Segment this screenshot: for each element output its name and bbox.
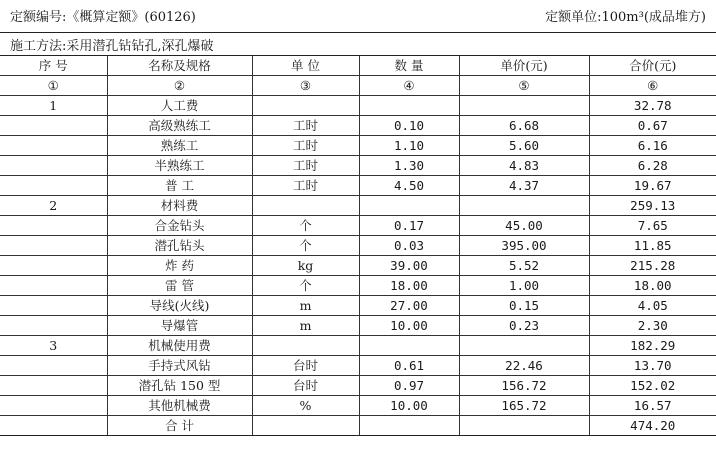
item-unit-price: 1.00 — [459, 276, 589, 296]
table-row — [0, 236, 716, 256]
item-total: 11.85 — [589, 236, 716, 256]
table-row — [0, 296, 716, 316]
item-name: 高级熟练工 — [107, 116, 252, 136]
quota-unit: 定额单位:100m³(成品堆方) — [545, 9, 706, 25]
item-unit-price: 5.52 — [459, 256, 589, 276]
item-name: 潜孔钻 150 型 — [107, 376, 252, 396]
item-total: 6.28 — [589, 156, 716, 176]
item-total: 215.28 — [589, 256, 716, 276]
item-total: 2.30 — [589, 316, 716, 336]
item-name: 机械使用费 — [107, 336, 252, 356]
item-total: 0.67 — [589, 116, 716, 136]
column-number: ⑤ — [459, 76, 589, 96]
item-unit: m — [252, 296, 359, 316]
item-quantity: 1.10 — [359, 136, 459, 156]
item-quantity: 0.17 — [359, 216, 459, 236]
item-unit-price: 395.00 — [459, 236, 589, 256]
row-number — [0, 216, 107, 236]
item-unit: m — [252, 316, 359, 336]
item-quantity: 4.50 — [359, 176, 459, 196]
table-row — [0, 196, 716, 216]
item-unit: % — [252, 396, 359, 416]
row-number — [0, 416, 107, 436]
column-header: 合价(元) — [589, 56, 716, 76]
item-unit-price: 4.83 — [459, 156, 589, 176]
item-unit-price: 22.46 — [459, 356, 589, 376]
item-name: 半熟练工 — [107, 156, 252, 176]
row-number — [0, 316, 107, 336]
item-unit-price — [459, 196, 589, 216]
item-quantity: 0.10 — [359, 116, 459, 136]
item-name: 手持式风钻 — [107, 356, 252, 376]
item-name: 普 工 — [107, 176, 252, 196]
item-unit: kg — [252, 256, 359, 276]
item-quantity: 10.00 — [359, 316, 459, 336]
item-total: 152.02 — [589, 376, 716, 396]
table-row — [0, 136, 716, 156]
row-number: 3 — [0, 336, 107, 356]
row-number — [0, 396, 107, 416]
item-unit: 工时 — [252, 116, 359, 136]
item-unit-price: 165.72 — [459, 396, 589, 416]
row-number — [0, 256, 107, 276]
item-unit: 台时 — [252, 376, 359, 396]
row-number — [0, 376, 107, 396]
item-unit-price: 5.60 — [459, 136, 589, 156]
item-unit-price: 0.23 — [459, 316, 589, 336]
item-unit — [252, 416, 359, 436]
item-total: 7.65 — [589, 216, 716, 236]
column-header: 单 位 — [252, 56, 359, 76]
item-unit — [252, 196, 359, 216]
table-row — [0, 356, 716, 376]
table-row — [0, 396, 716, 416]
column-header: 名称及规格 — [107, 56, 252, 76]
item-unit-price: 6.68 — [459, 116, 589, 136]
item-quantity: 0.61 — [359, 356, 459, 376]
item-unit — [252, 96, 359, 116]
item-quantity — [359, 96, 459, 116]
row-number — [0, 116, 107, 136]
quota-code: 定额编号:《概算定额》(60126) — [10, 9, 196, 25]
quota-table — [0, 55, 716, 436]
item-unit: 个 — [252, 236, 359, 256]
row-number — [0, 236, 107, 256]
item-quantity — [359, 416, 459, 436]
item-name: 其他机械费 — [107, 396, 252, 416]
item-total: 4.05 — [589, 296, 716, 316]
row-number — [0, 356, 107, 376]
table-row — [0, 336, 716, 356]
row-number — [0, 156, 107, 176]
row-number — [0, 296, 107, 316]
column-number: ③ — [252, 76, 359, 96]
item-total: 259.13 — [589, 196, 716, 216]
table-row — [0, 96, 716, 116]
item-unit-price — [459, 96, 589, 116]
table-row — [0, 116, 716, 136]
item-total: 474.20 — [589, 416, 716, 436]
table-row — [0, 276, 716, 296]
item-unit: 个 — [252, 216, 359, 236]
item-name: 合 计 — [107, 416, 252, 436]
column-number: ④ — [359, 76, 459, 96]
table-row — [0, 156, 716, 176]
column-number: ⑥ — [589, 76, 716, 96]
row-number: 1 — [0, 96, 107, 116]
item-name: 材料费 — [107, 196, 252, 216]
item-total: 182.29 — [589, 336, 716, 356]
column-number: ② — [107, 76, 252, 96]
item-unit-price — [459, 416, 589, 436]
column-number: ① — [0, 76, 107, 96]
item-quantity: 27.00 — [359, 296, 459, 316]
row-number — [0, 136, 107, 156]
column-header: 数 量 — [359, 56, 459, 76]
item-name: 炸 药 — [107, 256, 252, 276]
item-quantity — [359, 336, 459, 356]
header-row — [0, 56, 716, 76]
row-number: 2 — [0, 196, 107, 216]
item-unit: 个 — [252, 276, 359, 296]
table-row — [0, 216, 716, 236]
item-total: 16.57 — [589, 396, 716, 416]
item-unit — [252, 336, 359, 356]
item-quantity: 39.00 — [359, 256, 459, 276]
item-total: 6.16 — [589, 136, 716, 156]
item-name: 导爆管 — [107, 316, 252, 336]
item-quantity: 18.00 — [359, 276, 459, 296]
item-unit: 工时 — [252, 176, 359, 196]
item-quantity — [359, 196, 459, 216]
row-number — [0, 176, 107, 196]
item-unit-price: 0.15 — [459, 296, 589, 316]
table-row — [0, 316, 716, 336]
column-number-row — [0, 76, 716, 96]
item-name: 人工费 — [107, 96, 252, 116]
item-quantity: 0.03 — [359, 236, 459, 256]
item-name: 导线(火线) — [107, 296, 252, 316]
item-unit: 工时 — [252, 156, 359, 176]
item-quantity: 0.97 — [359, 376, 459, 396]
table-row — [0, 376, 716, 396]
item-name: 合金钻头 — [107, 216, 252, 236]
item-unit-price: 45.00 — [459, 216, 589, 236]
item-name: 熟练工 — [107, 136, 252, 156]
item-total: 18.00 — [589, 276, 716, 296]
item-quantity: 10.00 — [359, 396, 459, 416]
item-unit-price — [459, 336, 589, 356]
table-row — [0, 256, 716, 276]
item-name: 雷 管 — [107, 276, 252, 296]
table-row — [0, 176, 716, 196]
item-unit-price: 4.37 — [459, 176, 589, 196]
item-unit: 工时 — [252, 136, 359, 156]
column-header: 序 号 — [0, 56, 107, 76]
item-total: 19.67 — [589, 176, 716, 196]
item-quantity: 1.30 — [359, 156, 459, 176]
table-row — [0, 416, 716, 436]
item-unit-price: 156.72 — [459, 376, 589, 396]
column-header: 单价(元) — [459, 56, 589, 76]
row-number — [0, 276, 107, 296]
quota-header — [0, 0, 716, 33]
item-name: 潜孔钻头 — [107, 236, 252, 256]
construction-method: 施工方法:采用潜孔钻钻孔,深孔爆破 — [10, 38, 214, 54]
item-total: 32.78 — [589, 96, 716, 116]
item-unit: 台时 — [252, 356, 359, 376]
item-total: 13.70 — [589, 356, 716, 376]
construction-method-line — [0, 33, 716, 55]
